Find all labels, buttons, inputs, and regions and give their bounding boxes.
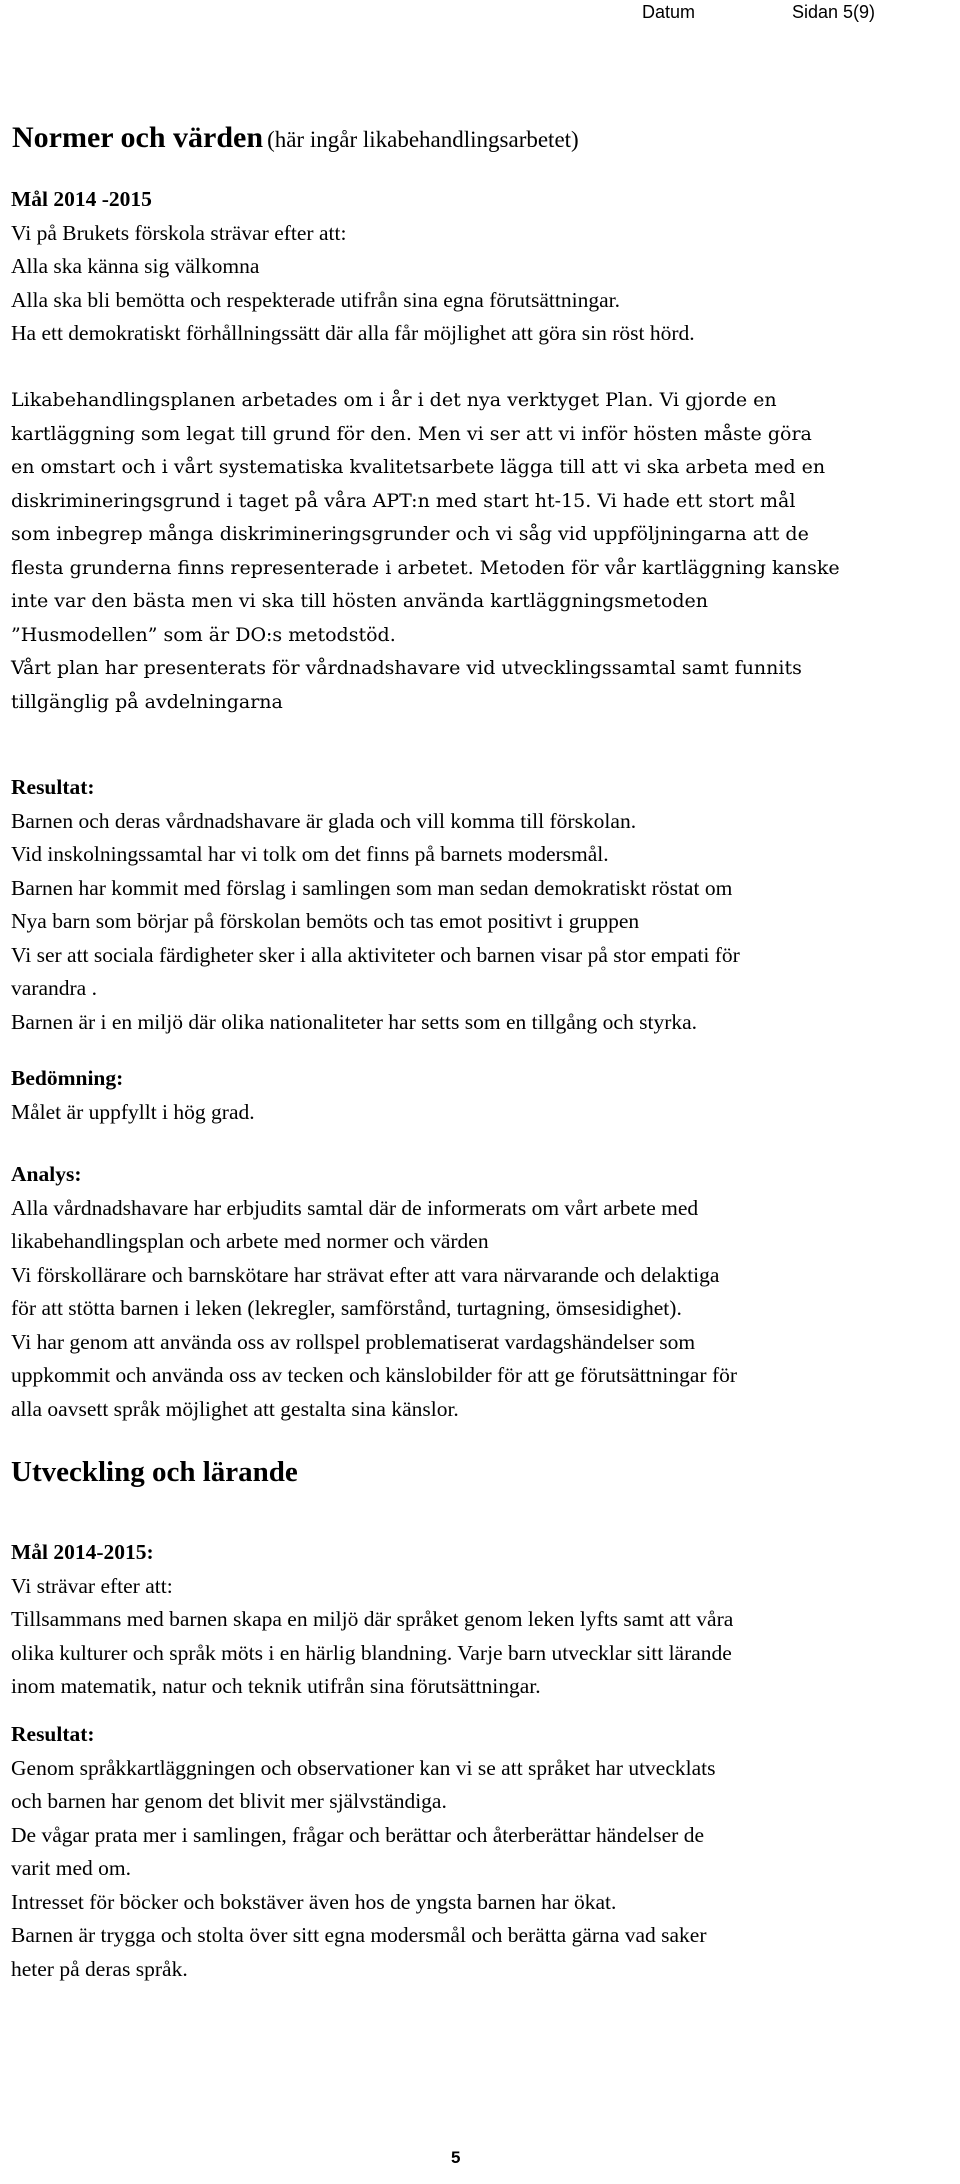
plan-line: flesta grunderna finns representerade i arbetet. Metoden för vår kartläggning kanske bbox=[11, 556, 840, 579]
goal-heading: Mål 2014 -2015 bbox=[11, 187, 152, 211]
result-line: heter på deras språk. bbox=[11, 1956, 188, 1981]
plan-line: kartläggning som legat till grund för den. Men vi ser att vi inför hösten måste göra bbox=[11, 422, 812, 445]
goal-line: Alla ska bli bemötta och respekterade utifrån sina egna förutsättningar. bbox=[11, 287, 620, 312]
analysis-block bbox=[11, 1158, 951, 1426]
goal-line: inom matematik, natur och teknik utifrån sina förutsättningar. bbox=[11, 1674, 541, 1698]
result-line: Barnen är trygga och stolta över sitt egna modersmål och berätta gärna vad saker bbox=[11, 1923, 707, 1947]
analysis-line: för att stötta barnen i leken (lekregler, samförstånd, turtagning, ömsesidighet). bbox=[11, 1296, 682, 1320]
analysis-line: Vi förskollärare och barnskötare har strävat efter att vara närvarande och delaktiga bbox=[11, 1262, 720, 1287]
assessment-heading: Bedömning: bbox=[11, 1066, 124, 1090]
assessment-block bbox=[11, 1062, 951, 1129]
goal-line: olika kulturer och språk möts i en härlig blandning. Varje barn utvecklar sitt lärande bbox=[11, 1640, 732, 1665]
result-line: och barnen har genom det blivit mer självständiga. bbox=[11, 1789, 447, 1813]
plan-line: Vårt plan har presenterats för vårdnadshavare vid utvecklingssamtal samt funnits bbox=[11, 657, 802, 679]
analysis-line: uppkommit och använda oss av tecken och känslobilder för att ge förutsättningar för bbox=[11, 1363, 738, 1387]
section-title-sub: (här ingår likabehandlingsarbetet) bbox=[267, 127, 579, 152]
result-line: Nya barn som börjar på förskolan bemöts och tas emot positivt i gruppen bbox=[11, 909, 640, 933]
goal-line: Tillsammans med barnen skapa en miljö där språket genom leken lyfts samt att våra bbox=[11, 1607, 734, 1631]
goal-line: Vi på Brukets förskola strävar efter att: bbox=[11, 220, 347, 245]
goal-line: Ha ett demokratiskt förhållningssätt där alla får möjlighet att göra sin röst hörd. bbox=[11, 321, 695, 345]
plan-line: en omstart och i vårt systematiska kvalitetsarbete lägga till att vi ska arbeta med en bbox=[11, 456, 826, 478]
section-title-main: Normer och värden bbox=[12, 121, 264, 154]
plan-line: diskrimineringsgrund i taget på våra APT:n med start ht-15. Vi hade ett stort mål bbox=[11, 489, 796, 512]
result-line: Barnen är i en miljö där olika nationaliteter har setts som en tillgång och styrka. bbox=[11, 1009, 698, 1034]
result-line: De vågar prata mer i samlingen, frågar och berättar och återberättar händelser de bbox=[11, 1822, 705, 1847]
analysis-line: Vi har genom att använda oss av rollspel problematiserat vardagshändelser som bbox=[11, 1329, 696, 1354]
analysis-line: likabehandlingsplan och arbete med normer och värden bbox=[11, 1229, 489, 1253]
plan-line: inte var den bästa men vi ska till hösten använda kartläggningsmetoden bbox=[11, 590, 708, 612]
assessment-line: Målet är uppfyllt i hög grad. bbox=[11, 1099, 255, 1124]
result-line: varandra . bbox=[11, 976, 97, 1000]
goal-2014-2015-block bbox=[11, 183, 951, 351]
analysis-line: alla oavsett språk möjlighet att gestalta sina känslor. bbox=[11, 1396, 459, 1421]
plan-line: Likabehandlingsplanen arbetades om i år i det nya verktyget Plan. Vi gjorde en bbox=[11, 389, 777, 411]
result-line: varit med om. bbox=[11, 1856, 132, 1880]
plan-line: ”Husmodellen” som är DO:s metodstöd. bbox=[11, 623, 396, 646]
result-block-utveckling bbox=[11, 1718, 951, 1986]
section-title-normer bbox=[12, 121, 579, 155]
footer-page-number: 5 bbox=[451, 2148, 461, 2167]
result-block-normer bbox=[11, 771, 951, 1039]
result-line: Intresset för böcker och bokstäver även hos de yngsta barnen har ökat. bbox=[11, 1889, 617, 1914]
result-heading: Resultat: bbox=[11, 775, 95, 799]
plan-line: som inbegrep många diskrimineringsgrunder och vi såg vid uppföljningarna att de bbox=[11, 523, 809, 545]
result-line: Vi ser att sociala färdigheter sker i alla aktiviteter och barnen visar på stor empati för bbox=[11, 942, 740, 967]
header-page-label: Sidan 5(9) bbox=[792, 2, 876, 22]
plan-paragraph bbox=[11, 384, 951, 719]
result-heading: Resultat: bbox=[11, 1722, 95, 1746]
analysis-heading: Analys: bbox=[11, 1162, 82, 1186]
result-line: Barnen och deras vårdnadshavare är glada och vill komma till förskolan. bbox=[11, 808, 637, 833]
result-line: Genom språkkartläggningen och observationer kan vi se att språket har utvecklats bbox=[11, 1755, 716, 1780]
analysis-line: Alla vårdnadshavare har erbjudits samtal där de informerats om vårt arbete med bbox=[11, 1195, 699, 1220]
result-line: Barnen har kommit med förslag i samlingen som man sedan demokratiskt röstat om bbox=[11, 875, 733, 900]
section-title-utveckling: Utveckling och lärande bbox=[11, 1456, 298, 1488]
plan-line: tillgänglig på avdelningarna bbox=[11, 690, 283, 713]
goal-heading: Mål 2014-2015: bbox=[11, 1540, 154, 1564]
header-date-label: Datum bbox=[642, 2, 696, 22]
goal-2014-2015-block-2 bbox=[11, 1536, 951, 1704]
result-line: Vid inskolningssamtal har vi tolk om det finns på barnets modersmål. bbox=[11, 842, 609, 866]
goal-line: Alla ska känna sig välkomna bbox=[11, 254, 260, 278]
goal-line: Vi strävar efter att: bbox=[11, 1573, 173, 1598]
